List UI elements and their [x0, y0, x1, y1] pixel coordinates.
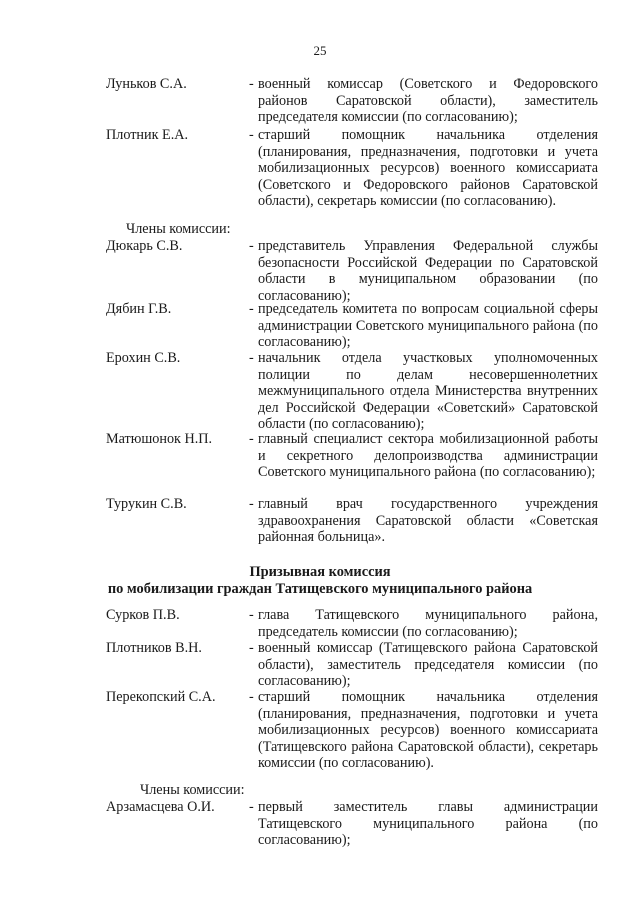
entry-dash: -	[249, 496, 254, 512]
member-entry	[0, 689, 640, 772]
entry-description: старший помощник начальника отделения (планирования, предназначения, подготовки и учета мобилизационных ресурсов) военного комиссариата (Советского и Федоровского районов Саратовской области), секретарь комиссии (по согласованию).	[258, 127, 598, 210]
member-entry	[0, 799, 640, 849]
entry-description: первый заместитель главы администрации Татищевского муниципального района (по согласованию);	[258, 799, 598, 849]
entry-dash: -	[249, 127, 254, 143]
entry-name: Ерохин С.В.	[106, 350, 181, 366]
entry-name: Плотников В.Н.	[106, 640, 202, 656]
entry-description: главный врач государственного учреждения здравоохранения Саратовской области «Советская районная больница».	[258, 496, 598, 546]
entry-dash: -	[249, 799, 254, 815]
member-entry	[0, 607, 640, 640]
entry-dash: -	[249, 689, 254, 705]
entry-description: начальник отдела участковых уполномоченных полиции по делам несовершеннолетних межмуниципального отдела Министерства внутренних дел Российской Федерации «Советский» Саратовской области (по согласованию);	[258, 350, 598, 433]
entry-dash: -	[249, 301, 254, 317]
members-label: Члены комиссии:	[140, 782, 245, 798]
member-entry	[0, 350, 640, 433]
entry-dash: -	[249, 350, 254, 366]
page-number: 25	[313, 43, 327, 58]
entry-lunkov	[0, 76, 640, 126]
first-section-leaders-2	[0, 127, 640, 210]
entry-dash: -	[249, 607, 254, 623]
entry-description: военный комиссар (Татищевского района Саратовской области), заместитель председателя комиссии (по согласованию);	[258, 640, 598, 690]
entry-dash: -	[249, 238, 254, 254]
section-title: Призывная комиссия	[249, 564, 391, 580]
entry-name: Турукин С.В.	[106, 496, 187, 512]
member-entry	[0, 431, 640, 481]
entry-description: представитель Управления Федеральной службы безопасности Российской Федерации по Саратовской области в муниципальном образовании (по согласованию);	[258, 238, 598, 304]
entry-dash: -	[249, 640, 254, 656]
entry-name: Дябин Г.В.	[106, 301, 172, 317]
entry-description: военный комиссар (Советского и Федоровского районов Саратовской области), заместитель председателя комиссии (по согласованию);	[258, 76, 598, 126]
member-entry	[0, 640, 640, 690]
entry-name: Перекопский С.А.	[106, 689, 216, 705]
entry-name: Матюшонок Н.П.	[106, 431, 213, 447]
entry-name: Луньков С.А.	[106, 76, 187, 92]
first-section-leaders	[0, 76, 640, 126]
members-label: Члены комиссии:	[126, 221, 231, 237]
section-subtitle: по мобилизации граждан Татищевского муниципального района	[107, 581, 533, 597]
member-entry	[0, 301, 640, 351]
entry-description: председатель комитета по вопросам социальной сферы администрации Советского муниципального района (по согласованию);	[258, 301, 598, 351]
entry-description: глава Татищевского муниципального района, председатель комиссии (по согласованию);	[258, 607, 598, 640]
entry-name: Арзамасцева О.И.	[106, 799, 215, 815]
member-entry	[0, 496, 640, 546]
entry-name: Плотник Е.А.	[106, 127, 189, 143]
member-entry	[0, 238, 640, 304]
entry-dash: -	[249, 76, 254, 92]
entry-description: главный специалист сектора мобилизационной работы и секретного делопроизводства администрации Советского муниципального района (по согласованию);	[258, 431, 598, 481]
entry-plotnik	[0, 127, 640, 210]
entry-dash: -	[249, 431, 254, 447]
entry-name: Дюкарь С.В.	[106, 238, 183, 254]
entry-description: старший помощник начальника отделения (планирования, предназначения, подготовки и учета мобилизационных ресурсов) военного комиссариата (Татищевского района Саратовской области), секретарь комиссии (по согласованию).	[258, 689, 598, 772]
entry-name: Сурков П.В.	[106, 607, 180, 623]
